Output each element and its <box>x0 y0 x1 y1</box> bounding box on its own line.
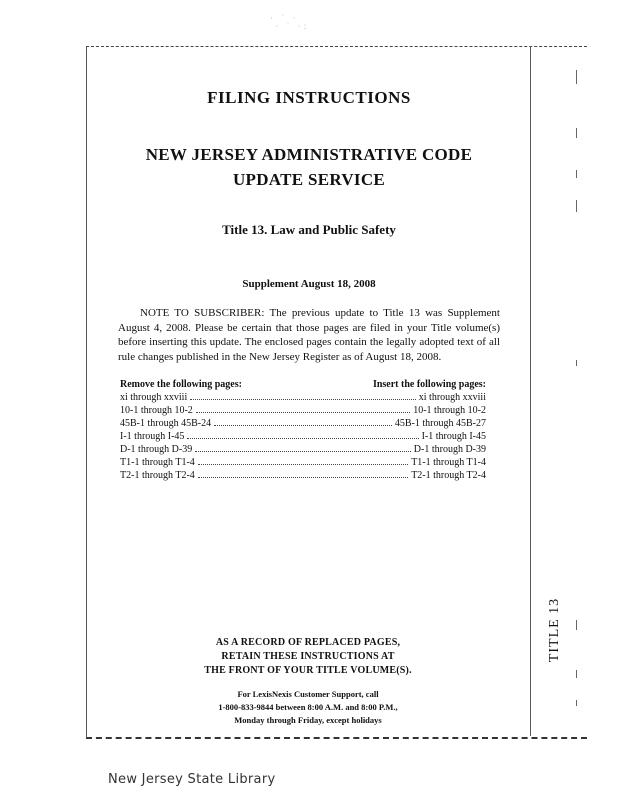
record-notice-line1: AS A RECORD OF REPLACED PAGES, <box>215 637 401 648</box>
subscriber-note: NOTE TO SUBSCRIBER: The previous update to Title 13 was Supplement August 4, 2008. Please be certain that those pages are filed in your Title volume(s) before inserting this update. The enclosed pages contain the legally adopted text of all rule changes published in the New Jersey Register as of August 18, 2008. <box>118 307 500 363</box>
record-notice <box>150 636 466 678</box>
pages-row <box>120 430 486 443</box>
document-body <box>118 84 500 364</box>
customer-support-info <box>150 688 466 727</box>
remove-range: T2-1 through T2-4 <box>120 470 195 481</box>
dot-leader <box>198 469 408 478</box>
supplement-date: Supplement August 18, 2008 <box>242 278 376 290</box>
document-heading: FILING INSTRUCTIONS <box>207 88 411 107</box>
library-watermark: New Jersey State Library <box>108 772 276 787</box>
pages-row <box>120 456 486 469</box>
remove-range: T1-1 through T1-4 <box>120 457 195 468</box>
insert-range: xi through xxviii <box>418 392 486 403</box>
insert-range: T1-1 through T1-4 <box>411 457 486 468</box>
insert-range: 45B-1 through 45B-27 <box>394 418 486 429</box>
pages-row <box>120 417 486 430</box>
dot-leader <box>195 443 411 452</box>
pages-row <box>120 391 486 404</box>
record-notice-line3: THE FRONT OF YOUR TITLE VOLUME(S). <box>204 665 412 676</box>
pages-table <box>120 378 486 482</box>
title-tab-label: TITLE 13 <box>547 597 562 663</box>
pages-row <box>120 404 486 417</box>
remove-range: D-1 through D-39 <box>120 444 193 455</box>
support-line1: For LexisNexis Customer Support, call <box>237 689 379 699</box>
pages-table-header <box>120 378 486 391</box>
dot-leader <box>198 456 408 465</box>
code-name-line1: NEW JERSEY ADMINISTRATIVE CODE <box>145 145 473 164</box>
title-line: Title 13. Law and Public Safety <box>222 222 396 237</box>
remove-range: xi through xxviii <box>120 392 188 403</box>
page-edge-marks <box>576 60 582 720</box>
dot-leader <box>190 391 416 400</box>
record-notice-line2: RETAIN THESE INSTRUCTIONS AT <box>221 651 395 662</box>
tab-divider-line <box>530 46 531 736</box>
remove-header: Remove the following pages: <box>120 379 242 390</box>
remove-range: I-1 through I-45 <box>120 431 185 442</box>
pages-row <box>120 443 486 456</box>
code-name-line2: UPDATE SERVICE <box>232 170 386 189</box>
scan-speckle: · ˙ · · ˙ ·: <box>270 13 310 31</box>
dot-leader <box>214 417 392 426</box>
insert-range: 10-1 through 10-2 <box>413 405 486 416</box>
insert-range: D-1 through D-39 <box>413 444 486 455</box>
insert-header: Insert the following pages: <box>372 379 486 390</box>
support-days: Monday through Friday, except holidays <box>234 715 382 725</box>
remove-range: 45B-1 through 45B-24 <box>120 418 212 429</box>
pages-row <box>120 469 486 482</box>
dot-leader <box>196 404 410 413</box>
remove-range: 10-1 through 10-2 <box>120 405 193 416</box>
insert-range: I-1 through I-45 <box>421 431 486 442</box>
dot-leader <box>187 430 418 439</box>
insert-range: T2-1 through T2-4 <box>411 470 486 481</box>
support-phone-hours: 1-800-833-9844 between 8:00 A.M. and 8:00 P.M., <box>218 702 398 712</box>
